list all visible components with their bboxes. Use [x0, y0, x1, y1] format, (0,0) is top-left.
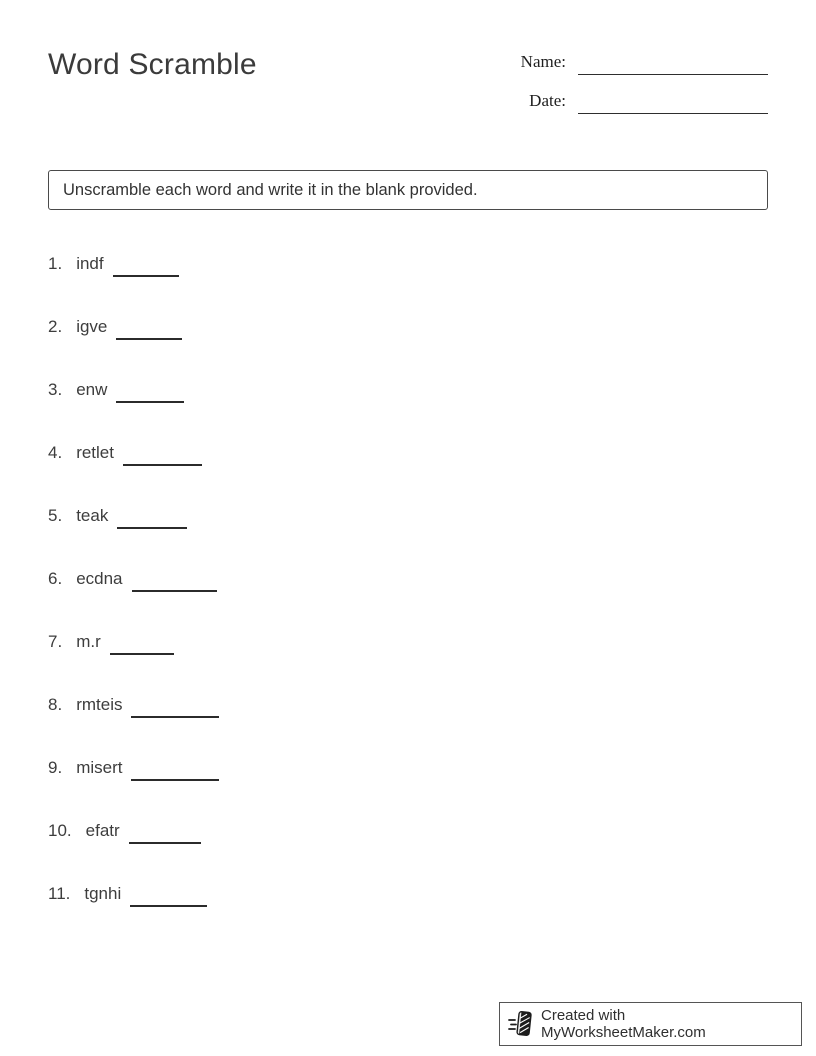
- name-label: Name:: [520, 52, 566, 71]
- date-row: [521, 89, 768, 114]
- name-date-block: [521, 50, 768, 128]
- scrambled-word: tgnhi: [84, 884, 122, 903]
- scrambled-word: efatr: [85, 821, 120, 840]
- word-scramble-item: [48, 313, 219, 340]
- date-blank-line[interactable]: [578, 89, 768, 114]
- answer-blank-line[interactable]: [123, 439, 202, 466]
- scrambled-word: ecdna: [76, 569, 123, 588]
- page-title: Word Scramble: [48, 48, 257, 81]
- word-scramble-item: [48, 250, 219, 277]
- item-number: 3.: [48, 380, 63, 399]
- scrambled-word: indf: [76, 254, 104, 273]
- scrambled-word: misert: [76, 758, 123, 777]
- scrambled-word: retlet: [76, 443, 114, 462]
- instructions-box: [48, 170, 768, 210]
- answer-blank-line[interactable]: [130, 880, 207, 907]
- item-number: 5.: [48, 506, 63, 525]
- scrambled-word: rmteis: [76, 695, 123, 714]
- name-row: [521, 50, 768, 75]
- date-label: Date:: [529, 91, 566, 110]
- item-number: 4.: [48, 443, 63, 462]
- item-number: 10.: [48, 821, 72, 840]
- name-blank-line[interactable]: [578, 50, 768, 75]
- credit-text: Created with MyWorksheetMaker.com: [541, 1007, 706, 1041]
- item-number: 1.: [48, 254, 63, 273]
- answer-blank-line[interactable]: [131, 691, 219, 718]
- item-number: 2.: [48, 317, 63, 336]
- answer-blank-line[interactable]: [116, 313, 182, 340]
- item-number: 9.: [48, 758, 63, 777]
- credit-box: [499, 1002, 802, 1046]
- item-number: 7.: [48, 632, 63, 651]
- word-list: [48, 250, 219, 943]
- scrambled-word: enw: [76, 380, 108, 399]
- word-scramble-item: [48, 628, 219, 655]
- answer-blank-line[interactable]: [132, 565, 217, 592]
- word-scramble-item: [48, 439, 219, 466]
- scrambled-word: m.r: [76, 632, 101, 651]
- answer-blank-line[interactable]: [129, 817, 201, 844]
- answer-blank-line[interactable]: [113, 250, 179, 277]
- answer-blank-line[interactable]: [116, 376, 184, 403]
- scrambled-word: teak: [76, 506, 109, 525]
- worksheet-maker-logo-icon: [508, 1009, 534, 1039]
- word-scramble-item: [48, 565, 219, 592]
- item-number: 8.: [48, 695, 63, 714]
- answer-blank-line[interactable]: [131, 754, 219, 781]
- word-scramble-item: [48, 880, 219, 907]
- word-scramble-item: [48, 502, 219, 529]
- word-scramble-item: [48, 691, 219, 718]
- word-scramble-item: [48, 376, 219, 403]
- scrambled-word: igve: [76, 317, 108, 336]
- item-number: 11.: [48, 884, 71, 903]
- item-number: 6.: [48, 569, 63, 588]
- answer-blank-line[interactable]: [117, 502, 187, 529]
- answer-blank-line[interactable]: [110, 628, 174, 655]
- word-scramble-item: [48, 754, 219, 781]
- instructions-text: Unscramble each word and write it in the blank provided.: [63, 180, 478, 199]
- word-scramble-item: [48, 817, 219, 844]
